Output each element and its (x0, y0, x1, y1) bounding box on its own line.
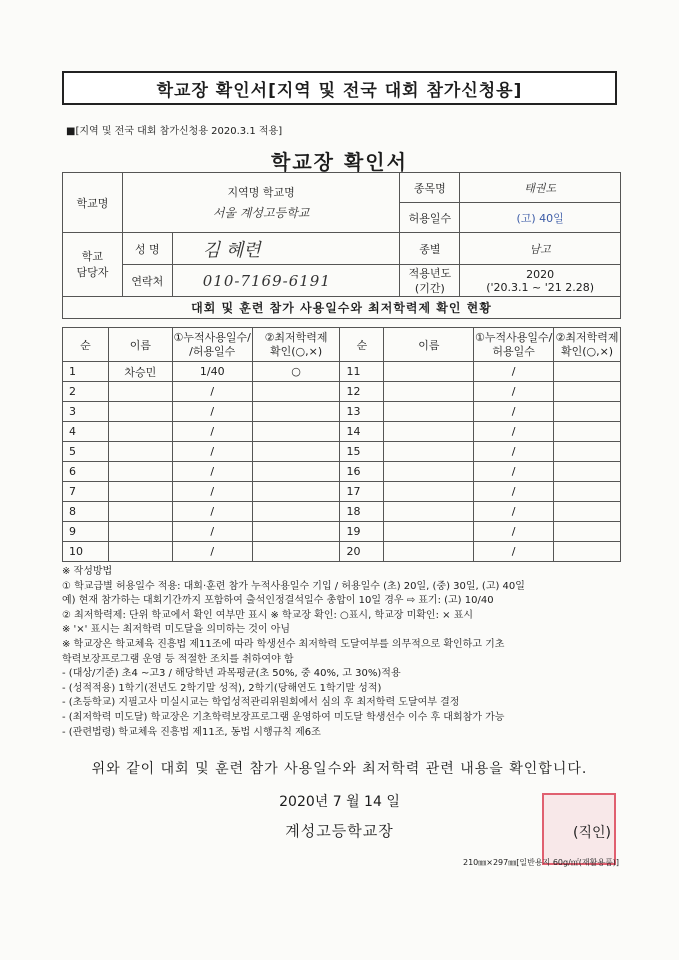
year-label: 적용년도 (기간) (400, 265, 460, 297)
row-number: 12 (340, 382, 384, 402)
used-days: / (474, 382, 554, 402)
instruction-line: - (초등학교) 지필고사 미실시교는 학업성적관리위원회에서 심의 후 최저학력 도달여부 결정 (62, 697, 460, 709)
phone-value: 010-7169-6191 (172, 265, 400, 297)
contact-label: 학교 담당자 (63, 233, 123, 297)
list-title: 대회 및 훈련 참가 사용일수와 최저학력제 확인 현황 (63, 297, 621, 319)
row-number: 20 (340, 542, 384, 562)
academic-check (554, 542, 621, 562)
athlete-name: 차승민 (108, 362, 172, 382)
days-label: 허용일수 (400, 203, 460, 233)
athlete-name (108, 522, 172, 542)
used-days: / (474, 402, 554, 422)
used-days: / (172, 542, 252, 562)
table-row (63, 382, 621, 402)
academic-check (554, 382, 621, 402)
academic-check (252, 422, 340, 442)
instruction-line: 학력보장프로그램 운영 등 적절한 조치를 취하여야 함 (62, 653, 294, 665)
year-value: 2020 (526, 267, 555, 281)
used-days: / (474, 362, 554, 382)
academic-check (252, 382, 340, 402)
name-label: 성 명 (122, 233, 172, 265)
gender-label: 종별 (400, 233, 460, 265)
instruction-line: - (성적적용) 1학기(전년도 2학기말 성적), 2학기(당해연도 1학기말 성적) (62, 682, 382, 694)
athlete-name (108, 422, 172, 442)
row-number: 18 (340, 502, 384, 522)
school-region: 지역명 학교명 (227, 186, 295, 199)
used-days: / (474, 442, 554, 462)
table-row (63, 542, 621, 562)
used-days: / (474, 482, 554, 502)
name-value: 김 혜련 (172, 233, 400, 265)
row-number: 6 (63, 462, 109, 482)
athlete-name (384, 502, 474, 522)
row-number: 2 (63, 382, 109, 402)
row-number: 10 (63, 542, 109, 562)
used-days: / (172, 442, 252, 462)
school-cell (122, 173, 400, 233)
row-number: 14 (340, 422, 384, 442)
academic-check (554, 422, 621, 442)
participant-table (62, 327, 621, 562)
row-number: 1 (63, 362, 109, 382)
instruction-line: - (대상/기준) 초4 ~고3 / 해당학년 과목평균(초 50%, 중 40%, 고 30%)적용 (62, 668, 401, 680)
form-title-box (62, 71, 617, 105)
athlete-name (108, 382, 172, 402)
table-row (63, 522, 621, 542)
header-no-2: 순 (340, 328, 384, 362)
instruction-line: ※ 학교장은 학교체육 진흥법 제11조에 따라 학생선수 최저학력 도달여부를 의무적으로 확인하고 기초 (62, 638, 505, 650)
athlete-name (384, 462, 474, 482)
instruction-line: - (최저학력 미도달) 학교장은 기초학력보장프로그램 운영하여 미도달 학생선수 이수 후 대회참가 가능 (62, 711, 505, 723)
academic-check (252, 502, 340, 522)
row-number: 9 (63, 522, 109, 542)
row-number: 15 (340, 442, 384, 462)
used-days: / (474, 542, 554, 562)
used-days: / (474, 522, 554, 542)
athlete-name (108, 462, 172, 482)
athlete-name (384, 422, 474, 442)
academic-check (252, 402, 340, 422)
header-days-1: ①누적사용일수/ /허용일수 (172, 328, 252, 362)
form-subtitle: ■[지역 및 전국 대회 참가신청용 2020.3.1 적용] (66, 126, 283, 137)
header-check-2: ②최저학력제 확인(○,×) (554, 328, 621, 362)
header-days-2: ①누적사용일수/ 허용일수 (474, 328, 554, 362)
phone-label: 연락처 (122, 265, 172, 297)
sport-label: 종목명 (400, 173, 460, 203)
athlete-name (384, 522, 474, 542)
row-number: 7 (63, 482, 109, 502)
sport-value: 태권도 (460, 173, 621, 203)
row-number: 16 (340, 462, 384, 482)
row-number: 4 (63, 422, 109, 442)
athlete-name (384, 382, 474, 402)
row-number: 19 (340, 522, 384, 542)
row-number: 8 (63, 502, 109, 522)
gender-value: 남고 (460, 233, 621, 265)
academic-check (252, 542, 340, 562)
confirmation-statement: 위와 같이 대회 및 훈련 참가 사용일수와 최저학력 관련 내용을 확인합니다. (91, 761, 588, 777)
year-period: ('20.3.1 ~ '21 2.28) (486, 280, 595, 294)
document-title: 학교장 확인서 (271, 150, 408, 174)
table-row (63, 402, 621, 422)
athlete-name (384, 362, 474, 382)
instruction-line: ① 학교급별 허용일수 적용: 대회·훈련 참가 누적사용일수 기입 / 허용일수 (초) 20일, (중) 30일, (고) 40일 (62, 580, 525, 592)
used-days: / (172, 462, 252, 482)
instruction-line: 예) 현재 참가하는 대회기간까지 포함하여 출석인정결석일수 총합이 10일 경우 ⇨ 표기: (고) 10/40 (62, 595, 494, 607)
instruction-line: - (관련법령) 학교체육 진흥법 제11조, 동법 시행규칙 제6조 (62, 726, 321, 738)
school-info-table (62, 172, 621, 319)
issue-date: 2020년 7 월 14 일 (279, 794, 400, 810)
used-days: / (172, 402, 252, 422)
principal-name: 계성고등학교장 (285, 822, 394, 840)
academic-check (554, 522, 621, 542)
row-number: 5 (63, 442, 109, 462)
athlete-name (384, 542, 474, 562)
athlete-name (108, 402, 172, 422)
used-days: / (474, 502, 554, 522)
used-days: / (474, 422, 554, 442)
athlete-name (108, 502, 172, 522)
form-title: 학교장 확인서[지역 및 전국 대회 참가신청용] (156, 80, 523, 101)
academic-check (554, 402, 621, 422)
academic-check (554, 462, 621, 482)
academic-check (554, 482, 621, 502)
athlete-name (108, 542, 172, 562)
academic-check (252, 462, 340, 482)
row-number: 17 (340, 482, 384, 502)
instruction-line: ※ 작성방법 (62, 566, 113, 577)
athlete-name (108, 442, 172, 462)
academic-check: ○ (252, 362, 340, 382)
days-value: (고) 40일 (460, 203, 621, 233)
school-name: 서울 계성고등학교 (212, 206, 310, 220)
header-name-1: 이름 (108, 328, 172, 362)
row-number: 11 (340, 362, 384, 382)
athlete-name (384, 402, 474, 422)
used-days: / (172, 522, 252, 542)
table-row (63, 442, 621, 462)
header-no-1: 순 (63, 328, 109, 362)
academic-check (554, 502, 621, 522)
used-days: 1/40 (172, 362, 252, 382)
academic-check (554, 442, 621, 462)
header-name-2: 이름 (384, 328, 474, 362)
academic-check (252, 442, 340, 462)
academic-check (252, 522, 340, 542)
seal-label: (직인) (573, 825, 611, 841)
row-number: 13 (340, 402, 384, 422)
used-days: / (172, 502, 252, 522)
used-days: / (172, 382, 252, 402)
used-days: / (474, 462, 554, 482)
instructions (62, 565, 622, 740)
used-days: / (172, 482, 252, 502)
row-number: 3 (63, 402, 109, 422)
academic-check (554, 362, 621, 382)
table-row (63, 422, 621, 442)
table-row (63, 362, 621, 382)
school-label: 학교명 (63, 173, 123, 233)
table-row (63, 462, 621, 482)
athlete-name (384, 482, 474, 502)
athlete-name (108, 482, 172, 502)
used-days: / (172, 422, 252, 442)
paper-spec: 210㎜×297㎜[일반용지 60g/㎡(재활용품)] (463, 858, 620, 867)
year-cell (460, 265, 621, 297)
instruction-line: ※ '×' 표시는 최저학력 미도달을 의미하는 것이 아님 (62, 624, 291, 636)
athlete-name (384, 442, 474, 462)
instruction-line: ② 최저학력제: 단위 학교에서 확인 여부만 표시 ※ 학교장 확인: ○표시, 학교장 미확인: × 표시 (62, 609, 474, 621)
header-check-1: ②최저학력제 확인(○,×) (252, 328, 340, 362)
academic-check (252, 482, 340, 502)
table-row (63, 482, 621, 502)
table-row (63, 502, 621, 522)
